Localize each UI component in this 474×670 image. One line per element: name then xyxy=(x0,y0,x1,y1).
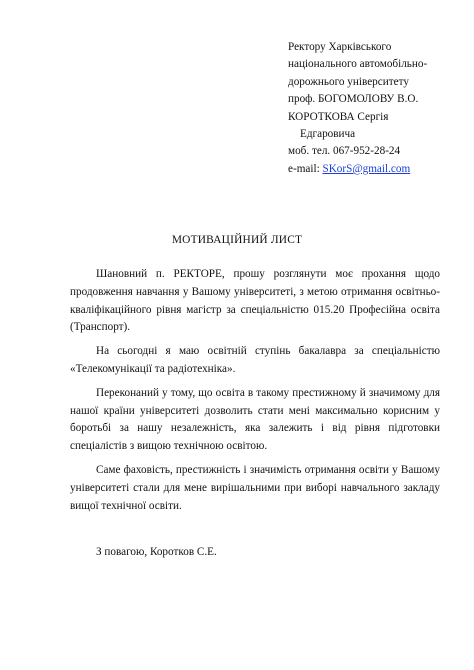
email-link[interactable]: SKorS@gmail.com xyxy=(322,162,411,175)
addressee-line: дорожнього університету xyxy=(288,75,409,88)
letter-body xyxy=(70,266,440,521)
sender-name-line: КОРОТКОВА Сергія xyxy=(288,110,389,123)
signature-line: З повагою, Коротков С.Е. xyxy=(96,546,217,558)
addressee-line: проф. БОГОМОЛОВУ В.О. xyxy=(288,93,419,106)
letter-title: МОТИВАЦІЙНИЙ ЛИСТ xyxy=(171,234,303,246)
addressee-line: національного автомобільно- xyxy=(288,58,428,71)
body-paragraph: Переконаний у тому, що освіта в такому престижному й значимому для нашої країни університеті дозволить стати мені максимально корисним у боротьбі за нашу незалежність, яка залежить і від рівня підготовки спеціалістів з вищою технічною освітою. xyxy=(70,386,440,453)
body-paragraph: На сьогодні я маю освітній ступінь бакалавра за спеціальністю «Телекомунікації та радіотехніка». xyxy=(70,345,440,375)
body-paragraph: Шановний п. РЕКТОРЕ, прошу розглянути моє прохання щодо продовження навчання у Вашому університеті, з метою отримання освітньо-кваліфікаційного рівня магістр за спеціальністю 015.20 Професійна освіта (Транспорт). xyxy=(70,268,440,334)
sender-email-row xyxy=(288,161,468,178)
sender-phone: моб. тел. 067-952-28-24 xyxy=(288,145,401,158)
addressee-line: Ректору Харківського xyxy=(288,41,392,53)
addressee-block xyxy=(288,39,468,178)
sender-patronymic-line: Едгаровича xyxy=(300,128,356,141)
email-label: e-mail: xyxy=(288,162,323,175)
body-paragraph: Саме фаховість, престижність і значимість отримання освіти у Вашому університеті стали для мене вирішальними при виборі навчального закладу вищої технічної освіти. xyxy=(70,463,440,512)
